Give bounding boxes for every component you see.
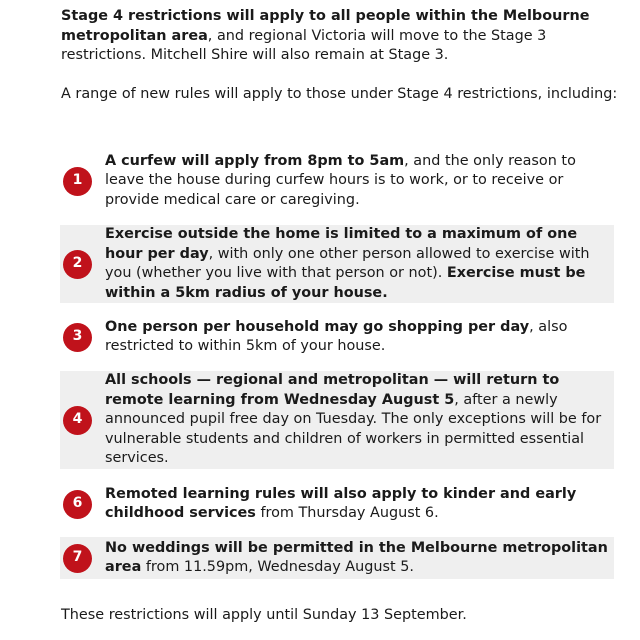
number-badge: 4	[63, 406, 92, 435]
lead-paragraph: A range of new rules will apply to those under Stage 4 restrictions, including:	[61, 86, 618, 102]
rule-text	[105, 539, 610, 578]
rule-bold-text: Exercise outside the home is limited to a maximum of one hour per day	[105, 226, 578, 262]
rule-item	[60, 371, 614, 469]
number-badge: 1	[63, 167, 92, 196]
rule-text	[105, 225, 610, 303]
rule-body-text: from 11.59pm, Wednesday August 5.	[141, 559, 414, 575]
intro-bold-text: Stage 4 restrictions will apply to all people within the Melbourne metropolitan area	[61, 8, 590, 44]
rule-bold-text-2: Exercise must be within a 5km radius of your house.	[105, 265, 586, 301]
rule-bold-text: One person per household may go shopping per day	[105, 318, 530, 335]
rule-item	[60, 151, 614, 211]
rule-text	[105, 318, 610, 357]
rule-item	[60, 537, 614, 579]
closing-paragraph: These restrictions will apply until Sunday 13 September.	[61, 607, 467, 623]
rule-bold-text: A curfew will apply from 8pm to 5am	[105, 152, 405, 169]
rule-body-text: , with only one other person allowed to exercise with you (whether you live with that person or not).	[105, 245, 590, 281]
rule-text	[105, 371, 610, 469]
rule-body-text: , after a newly announced pupil free day on Tuesday. The only exceptions will be for vulnerable students and children of workers in permitted essential services.	[105, 391, 602, 467]
rule-bold-text: No weddings will be permitted in the Melbourne metropolitan area	[105, 539, 608, 575]
rule-item	[60, 316, 614, 358]
rule-text	[105, 152, 610, 211]
rule-bold-text: Remoted learning rules will also apply to kinder and early childhood services	[105, 485, 577, 521]
rule-body-text: , and the only reason to leave the house during curfew hours is to work, or to receive or provide medical care or caregiving.	[105, 152, 576, 208]
rule-body-text: , also restricted to within 5km of your house.	[105, 318, 568, 354]
rule-bold-text: All schools — regional and metropolitan — will return to remote learning from Wednesday August 5	[105, 372, 560, 408]
rule-body-text: from Thursday August 6.	[255, 505, 439, 521]
number-badge: 3	[63, 323, 92, 352]
rule-text	[105, 485, 610, 524]
intro-text: , and regional Victoria will move to the Stage 3 restrictions. Mitchell Shire will also remain at Stage 3.	[61, 27, 547, 63]
intro-paragraph	[61, 7, 621, 66]
number-badge: 7	[63, 544, 92, 573]
number-badge: 2	[63, 250, 92, 279]
number-badge: 6	[63, 490, 92, 519]
rule-item	[60, 483, 614, 525]
rule-item	[60, 225, 614, 303]
